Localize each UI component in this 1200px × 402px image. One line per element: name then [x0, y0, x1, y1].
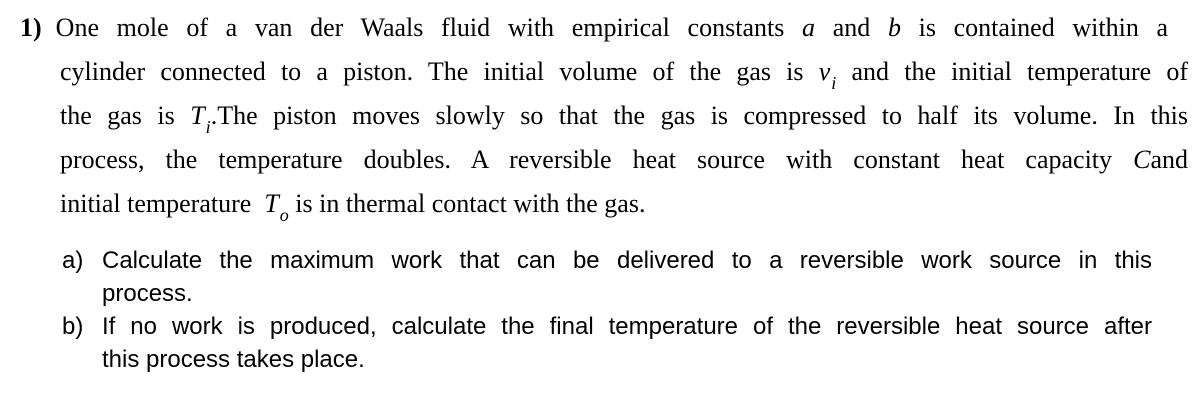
- problem-text: the gas is: [60, 101, 175, 130]
- problem-text: is contained within a: [918, 13, 1169, 42]
- part-b-label: b): [62, 313, 84, 340]
- problem-text: and: [1150, 145, 1189, 174]
- problem-text: is in thermal contact with the gas.: [295, 189, 646, 218]
- part-a-text: Calculate the maximum work that can be delivered to a reversible work source in this: [102, 247, 1152, 274]
- problem-text: .The piston moves slowly so that the gas is compressed to half its volume. In this: [210, 101, 1189, 130]
- problem-statement: [20, 6, 1189, 226]
- problem-line-4: [60, 138, 1188, 182]
- question-parts: [62, 244, 1152, 376]
- part-b: [62, 310, 1152, 376]
- part-a-label: a): [62, 247, 84, 274]
- problem-line-3: [60, 94, 1188, 138]
- problem-text: and the initial temperature of: [851, 57, 1189, 86]
- problem-line-1: [20, 6, 1168, 50]
- constant-b: b: [887, 13, 901, 42]
- problem-text: process, the temperature doubles. A reversible heat source with constant heat capacity: [60, 145, 1113, 174]
- problem-text: and: [832, 13, 871, 42]
- problem-line-5: [60, 182, 1200, 226]
- initial-temperature-symbol: $T_i$: [190, 101, 211, 137]
- heat-capacity-symbol: C: [1133, 145, 1151, 174]
- problem-text: initial temperature: [60, 189, 252, 218]
- part-b-text: If no work is produced, calculate the final temperature of the reversible heat source after: [102, 313, 1152, 340]
- constant-a: a: [802, 13, 816, 42]
- part-a-line-1: [62, 244, 1152, 277]
- part-a-line-2: process.: [102, 280, 193, 307]
- part-b-line-1: [62, 310, 1152, 343]
- part-b-line-2: this process takes place.: [102, 346, 365, 373]
- problem-text: cylinder connected to a piston. The initial volume of the gas is: [60, 57, 804, 86]
- problem-number: 1): [20, 13, 42, 42]
- part-a: [62, 244, 1152, 310]
- initial-volume-symbol: $v_i$: [818, 57, 837, 93]
- problem-line-2: [60, 50, 1188, 94]
- problem-text: One mole of a van der Waals fluid with empirical constants: [55, 13, 785, 42]
- source-temperature-symbol: $T_o$: [264, 189, 289, 225]
